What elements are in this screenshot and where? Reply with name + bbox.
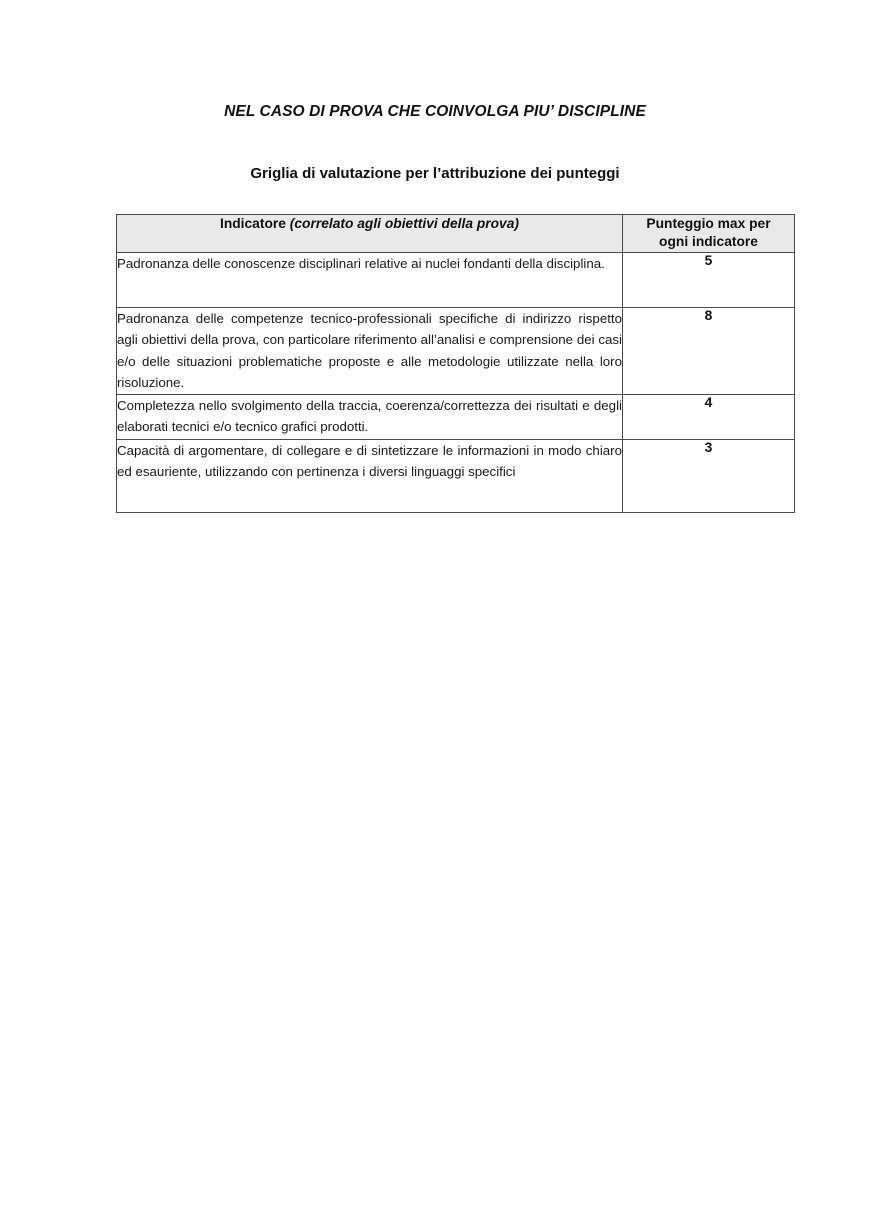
score-cell: 5 (623, 252, 795, 307)
indicator-cell: Padronanza delle competenze tecnico-professionali specifiche di indirizzo rispetto agli obiettivi della prova, con particolare riferimento all’analisi e comprensione dei casi e/o delle situazioni problematiche proposte e alle metodologie utilizzate nella loro risoluzione. (117, 307, 623, 394)
table-row (117, 394, 795, 439)
indicator-cell: Capacità di argomentare, di collegare e di sintetizzare le informazioni in modo chiaro ed esauriente, utilizzando con pertinenza i diversi linguaggi specifici (117, 439, 623, 512)
column-header-score (623, 215, 795, 253)
column-header-indicator (117, 215, 623, 253)
column-header-score-line2: ogni indicatore (659, 234, 758, 250)
score-cell: 3 (623, 439, 795, 512)
column-header-indicator-sub: (correlato agli obiettivi della prova) (289, 216, 519, 231)
column-header-indicator-main: Indicatore (219, 216, 286, 231)
score-cell: 4 (623, 394, 795, 439)
evaluation-grid-table (116, 214, 795, 513)
indicator-cell: Completezza nello svolgimento della traccia, coerenza/correttezza dei risultati e degli elaborati tecnici e/o tecnico grafici prodotti. (117, 394, 623, 439)
column-header-score-line1: Punteggio max per (646, 216, 771, 231)
score-cell: 8 (623, 307, 795, 394)
page-subtitle: Griglia di valutazione per l’attribuzione dei punteggi (250, 165, 620, 182)
indicator-cell: Padronanza delle conoscenze disciplinari relative ai nuclei fondanti della disciplina. (117, 252, 623, 307)
page-title: NEL CASO DI PROVA CHE COINVOLGA PIU’ DISCIPLINE (224, 103, 646, 120)
table-row (117, 252, 795, 307)
table-row (117, 439, 795, 512)
table-row (117, 307, 795, 394)
table-header-row (117, 215, 795, 253)
